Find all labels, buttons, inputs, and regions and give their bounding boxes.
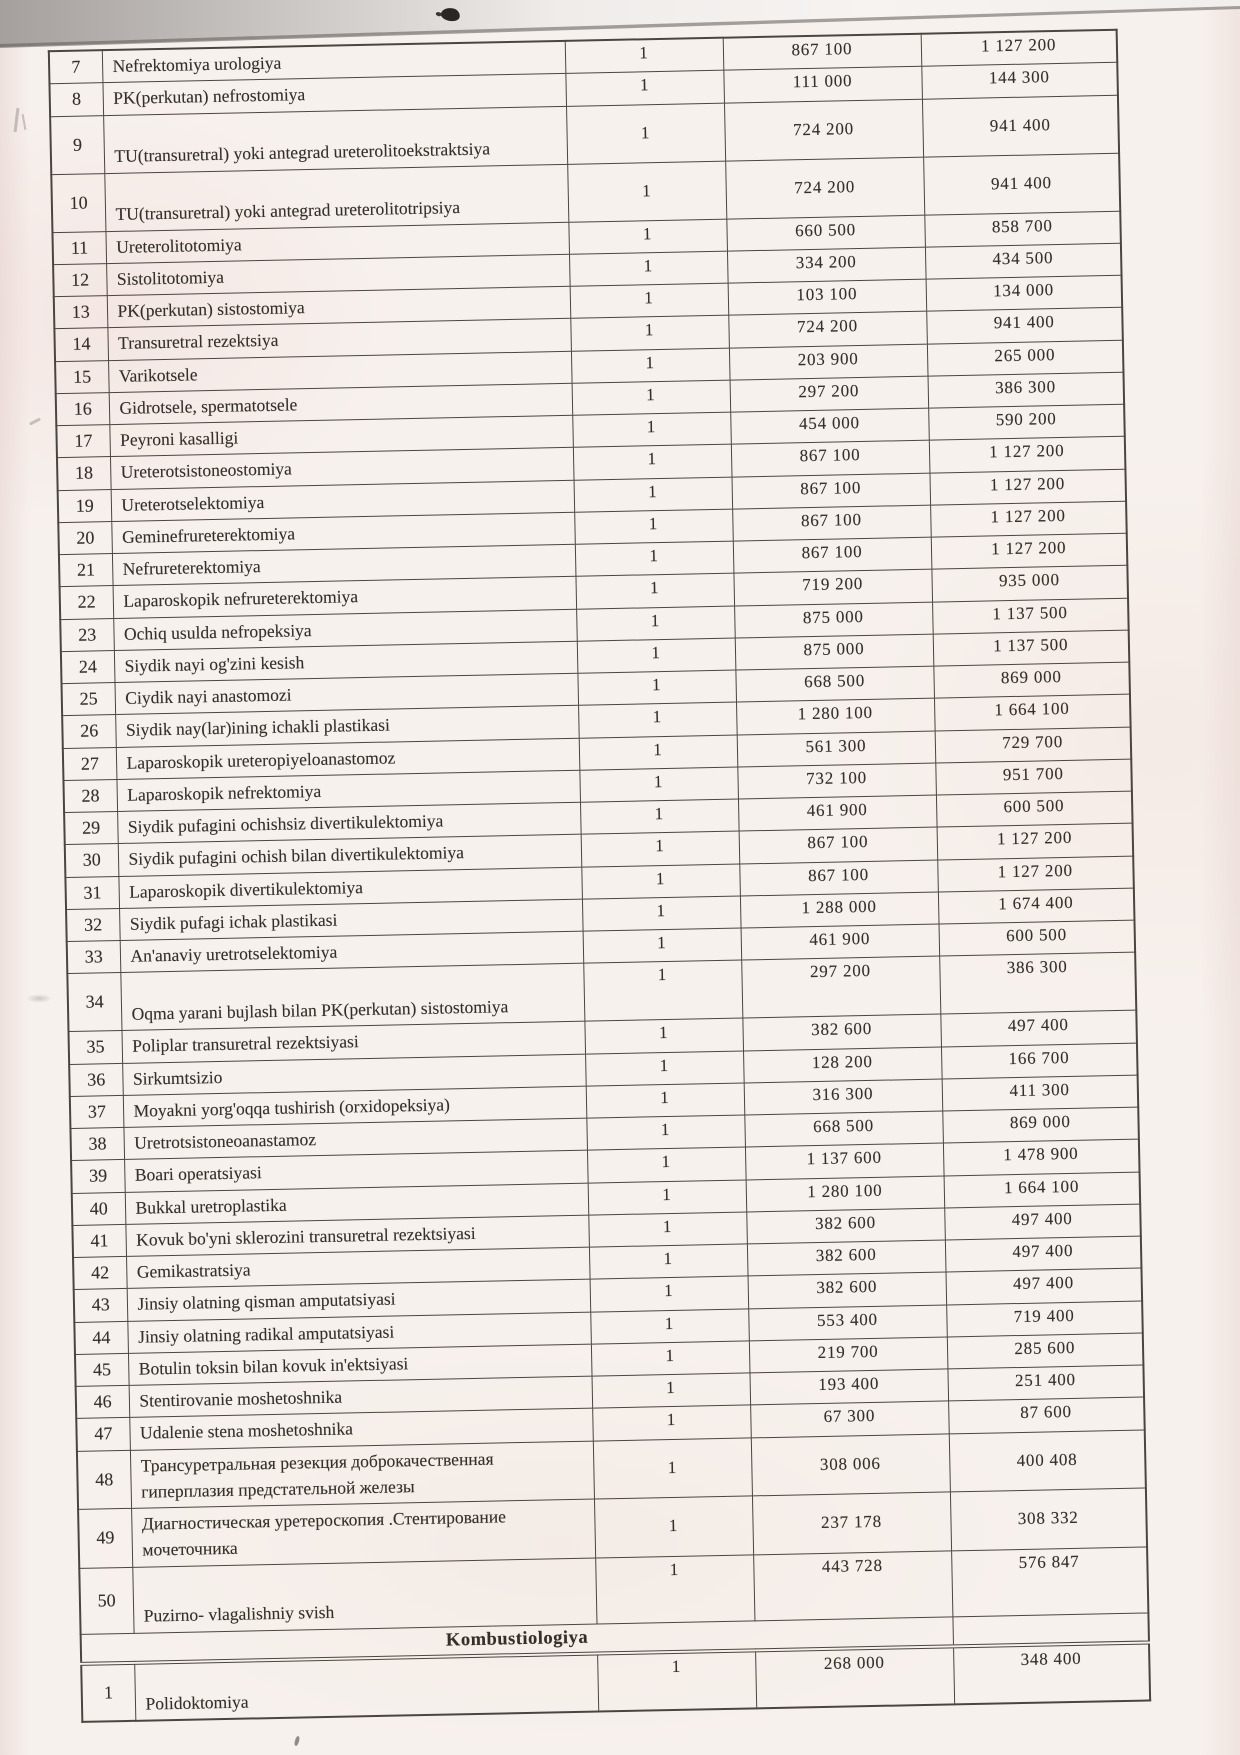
quantity-cell: 1 xyxy=(589,1244,748,1279)
quantity-cell: 1 xyxy=(586,1115,745,1150)
price-2-cell: 1 664 100 xyxy=(944,1172,1141,1208)
quantity-cell: 1 xyxy=(590,1276,749,1311)
row-number-cell: 25 xyxy=(62,683,116,716)
row-number-cell: 22 xyxy=(60,586,114,619)
procedure-name-cell: Laparoskopik divertikulektomiya xyxy=(118,867,582,909)
row-number-cell: 31 xyxy=(65,876,119,909)
quantity-cell: 1 xyxy=(581,864,740,899)
price-2-cell: 1 674 400 xyxy=(938,888,1135,924)
row-number-cell: 27 xyxy=(63,747,117,780)
procedure-name-cell: Oqma yarani bujlash bilan PK(perkutan) sistostomiya xyxy=(120,963,584,1030)
quantity-cell: 1 xyxy=(565,70,724,105)
row-number-cell: 45 xyxy=(75,1353,129,1386)
price-1-cell: 724 200 xyxy=(724,99,923,161)
row-number-cell: 32 xyxy=(66,908,120,941)
row-number-cell: 39 xyxy=(71,1160,125,1193)
quantity-cell: 1 xyxy=(581,831,740,866)
procedure-name-cell: Transuretral rezektsiya xyxy=(107,319,571,361)
procedure-name-cell: Gemikastratsiya xyxy=(126,1247,590,1289)
procedure-name-cell: Poliplar transuretral rezektsiyasi xyxy=(121,1021,585,1063)
price-1-cell: 867 100 xyxy=(732,505,931,541)
procedure-name-cell: Ureterotselektomiya xyxy=(111,480,575,522)
quantity-cell: 1 xyxy=(574,477,733,512)
price-1-cell: 867 100 xyxy=(731,473,930,509)
price-2-cell: 1 137 500 xyxy=(932,598,1129,634)
price-1-cell: 724 200 xyxy=(725,157,924,219)
quantity-cell: 1 xyxy=(566,103,725,164)
price-1-cell: 660 500 xyxy=(726,215,925,251)
procedure-name-cell: Трансуретральная резекция доброкачественная гиперплазия предстательной железы xyxy=(130,1441,594,1509)
quantity-cell: 1 xyxy=(574,509,733,544)
procedure-name-cell: Varikotsele xyxy=(108,351,572,393)
procedure-name-cell: Sirkumtsizio xyxy=(122,1054,586,1096)
row-number-cell: 13 xyxy=(54,296,108,329)
row-number-cell: 47 xyxy=(76,1418,130,1451)
row-number-cell: 7 xyxy=(49,50,103,84)
pencil-smudge xyxy=(26,994,52,1003)
price-table-body xyxy=(49,30,1150,1722)
price-1-cell: 334 200 xyxy=(727,247,926,283)
price-1-cell: 1 280 100 xyxy=(746,1175,945,1211)
row-number-cell: 23 xyxy=(60,618,114,651)
price-2-cell: 951 700 xyxy=(935,759,1132,795)
row-number-cell: 50 xyxy=(79,1567,133,1634)
row-number-cell: 18 xyxy=(57,457,111,490)
row-number-cell: 21 xyxy=(59,554,113,587)
price-2-cell: 869 000 xyxy=(933,662,1130,698)
procedure-name-cell: Jinsiy olatning radikal amputatsiyasi xyxy=(127,1312,591,1354)
procedure-name-cell: Laparoskopik ureteropiyeloanastomoz xyxy=(116,738,580,780)
price-1-cell: 308 006 xyxy=(751,1433,950,1495)
price-1-cell: 382 600 xyxy=(747,1240,946,1276)
procedure-name-cell: Siydik nay(lar)ining ichakli plastikasi xyxy=(115,705,579,747)
price-2-cell: 1 137 500 xyxy=(933,630,1130,666)
pencil-mark xyxy=(14,108,20,132)
price-1-cell: 867 100 xyxy=(739,860,938,896)
price-2-cell: 308 332 xyxy=(950,1488,1147,1550)
row-number-cell: 42 xyxy=(73,1256,127,1289)
row-number-cell: 44 xyxy=(74,1321,128,1354)
price-2-cell: 1 127 200 xyxy=(930,501,1127,537)
pencil-mark xyxy=(22,114,27,130)
price-2-cell: 251 400 xyxy=(947,1365,1144,1401)
procedure-name-cell: PK(perkutan) sistostomiya xyxy=(107,286,571,328)
procedure-name-cell: Stentirovanie moshetoshnika xyxy=(129,1376,593,1418)
procedure-name-cell: Polidoktomiya xyxy=(134,1654,598,1721)
quantity-cell: 1 xyxy=(571,348,730,383)
quantity-cell: 1 xyxy=(575,573,734,608)
price-2-cell: 265 000 xyxy=(927,340,1124,376)
row-number-cell: 10 xyxy=(51,173,105,232)
price-1-cell: 219 700 xyxy=(749,1337,948,1373)
quantity-cell: 1 xyxy=(577,638,736,673)
price-2-cell: 386 300 xyxy=(939,952,1136,1014)
price-1-cell: 103 100 xyxy=(728,279,927,315)
row-number-cell: 28 xyxy=(63,779,117,812)
procedure-name-cell: PK(perkutan) nefrostomiya xyxy=(102,74,566,116)
row-number-cell: 37 xyxy=(70,1095,124,1128)
procedure-name-cell: Ureterotsistoneostomiya xyxy=(110,448,574,490)
price-1-cell: 867 100 xyxy=(723,34,922,71)
price-2-cell: 134 000 xyxy=(926,275,1123,311)
quantity-cell: 1 xyxy=(572,380,731,415)
price-2-cell: 87 600 xyxy=(948,1397,1145,1433)
price-2-cell: 166 700 xyxy=(941,1043,1138,1079)
procedure-name-cell: Gidrotsele, spermatotsele xyxy=(109,383,573,425)
price-2-cell: 144 300 xyxy=(921,63,1118,99)
price-1-cell: 875 000 xyxy=(734,602,933,638)
quantity-cell: 1 xyxy=(588,1212,747,1247)
price-2-cell: 497 400 xyxy=(945,1236,1142,1272)
procedure-name-cell: Kovuk bo'yni sklerozini transuretral rezektsiyasi xyxy=(125,1215,589,1257)
price-1-cell: 461 900 xyxy=(738,795,937,831)
row-number-cell: 20 xyxy=(58,521,112,554)
procedure-name-cell: Peyroni kasalligi xyxy=(109,415,573,457)
price-2-cell: 348 400 xyxy=(953,1642,1150,1704)
row-number-cell: 49 xyxy=(78,1508,132,1568)
price-2-cell: 285 600 xyxy=(947,1333,1144,1369)
procedure-name-cell: Siydik nayi og'zini kesish xyxy=(114,641,578,683)
price-1-cell: 316 300 xyxy=(744,1079,943,1115)
price-1-cell: 668 500 xyxy=(744,1111,943,1147)
price-1-cell: 461 900 xyxy=(741,924,940,960)
quantity-cell: 1 xyxy=(575,541,734,576)
price-1-cell: 67 300 xyxy=(750,1401,949,1437)
procedure-name-cell: Ochiq usulda nefropeksiya xyxy=(113,609,577,651)
quantity-cell: 1 xyxy=(578,702,737,737)
row-number-cell: 29 xyxy=(64,812,118,845)
procedure-name-cell: Siydik pufagi ichak plastikasi xyxy=(119,899,583,941)
quantity-cell: 1 xyxy=(579,767,738,802)
empty-cell xyxy=(952,1612,1149,1646)
price-2-cell: 1 127 200 xyxy=(937,856,1134,892)
pencil-mark xyxy=(29,417,41,425)
quantity-cell: 1 xyxy=(587,1147,746,1182)
quantity-cell: 1 xyxy=(584,1018,743,1053)
procedure-name-cell: Uretrotsistoneoanastamoz xyxy=(123,1118,587,1160)
row-number-cell: 12 xyxy=(53,263,107,296)
price-2-cell: 400 408 xyxy=(949,1430,1146,1492)
procedure-name-cell: Boari operatsiyasi xyxy=(124,1150,588,1192)
price-2-cell: 1 664 100 xyxy=(934,694,1131,730)
price-1-cell: 382 600 xyxy=(746,1208,945,1244)
price-2-cell: 1 127 200 xyxy=(929,436,1126,472)
quantity-cell: 1 xyxy=(597,1650,756,1711)
price-1-cell: 111 000 xyxy=(723,66,922,102)
procedure-name-cell: Laparoskopik nefrureterektomiya xyxy=(113,577,577,619)
price-2-cell: 497 400 xyxy=(944,1204,1141,1240)
price-2-cell: 1 478 900 xyxy=(943,1139,1140,1175)
procedure-name-cell: TU(transuretral) yoki antegrad ureterolitoekstraktsiya xyxy=(103,106,567,173)
row-number-cell: 33 xyxy=(67,940,121,973)
quantity-cell: 1 xyxy=(585,1050,744,1085)
price-1-cell: 297 200 xyxy=(730,376,929,412)
price-1-cell: 297 200 xyxy=(741,956,940,1018)
row-number-cell: 9 xyxy=(50,115,104,174)
quantity-cell: 1 xyxy=(570,283,729,318)
quantity-cell: 1 xyxy=(573,444,732,479)
quantity-cell: 1 xyxy=(582,896,741,931)
price-1-cell: 719 200 xyxy=(733,569,932,605)
procedure-name-cell: An'anaviy uretrotselektomiya xyxy=(120,931,584,973)
procedure-name-cell: Ciydik nayi anastomozi xyxy=(115,673,579,715)
price-table xyxy=(48,29,1151,1723)
procedure-name-cell: Geminefrureterektomiya xyxy=(111,512,575,554)
price-1-cell: 867 100 xyxy=(731,440,930,476)
price-2-cell: 869 000 xyxy=(942,1107,1139,1143)
row-number-cell: 24 xyxy=(61,650,115,683)
price-table-container xyxy=(48,29,1151,1723)
price-2-cell: 1 127 200 xyxy=(937,823,1134,859)
quantity-cell: 1 xyxy=(580,799,739,834)
procedure-name-cell: Siydik pufagini ochish bilan divertikulektomiya xyxy=(118,834,582,876)
price-2-cell: 590 200 xyxy=(928,404,1125,440)
row-number-cell: 46 xyxy=(76,1385,130,1418)
procedure-name-cell: Puzirno- vlagalishniy svish xyxy=(132,1558,596,1633)
row-number-cell: 35 xyxy=(69,1031,123,1064)
price-1-cell: 553 400 xyxy=(748,1304,947,1340)
quantity-cell: 1 xyxy=(592,1373,751,1408)
price-1-cell: 867 100 xyxy=(739,827,938,863)
procedure-name-cell: TU(transuretral) yoki antegrad ureterolitotripsiya xyxy=(104,164,568,231)
section-header: Kombustiologiya xyxy=(81,1616,953,1663)
row-number-cell: 40 xyxy=(72,1192,126,1225)
procedure-name-cell: Jinsiy olatning qisman amputatsiyasi xyxy=(127,1279,591,1321)
quantity-cell: 1 xyxy=(594,1496,753,1558)
price-1-cell: 1 280 100 xyxy=(736,698,935,734)
procedure-name-cell: Nefrureterektomiya xyxy=(112,544,576,586)
quantity-cell: 1 xyxy=(572,412,731,447)
price-1-cell: 128 200 xyxy=(743,1047,942,1083)
price-1-cell: 875 000 xyxy=(735,634,934,670)
row-number-cell: 19 xyxy=(58,489,112,522)
price-1-cell: 193 400 xyxy=(749,1369,948,1405)
price-2-cell: 386 300 xyxy=(928,372,1125,408)
price-2-cell: 941 400 xyxy=(922,95,1119,157)
procedure-name-cell: Botulin toksin bilan kovuk in'ektsiyasi xyxy=(128,1344,592,1386)
price-2-cell: 1 127 200 xyxy=(931,533,1128,569)
row-number-cell: 16 xyxy=(56,392,110,425)
price-1-cell: 237 178 xyxy=(752,1492,951,1554)
price-2-cell: 497 400 xyxy=(946,1268,1143,1304)
quantity-cell: 1 xyxy=(588,1179,747,1214)
quantity-cell: 1 xyxy=(592,1405,751,1440)
quantity-cell: 1 xyxy=(591,1341,750,1376)
price-1-cell: 203 900 xyxy=(729,344,928,380)
price-2-cell: 411 300 xyxy=(942,1075,1139,1111)
row-number-cell: 30 xyxy=(65,844,119,877)
price-2-cell: 434 500 xyxy=(925,243,1122,279)
price-1-cell: 724 200 xyxy=(728,311,927,347)
quantity-cell: 1 xyxy=(565,38,724,74)
price-1-cell: 443 728 xyxy=(753,1550,952,1620)
price-1-cell: 668 500 xyxy=(735,666,934,702)
procedure-name-cell: Siydik pufagini ochishsiz divertikulektomiya xyxy=(117,802,581,844)
quantity-cell: 1 xyxy=(590,1308,749,1343)
row-number-cell: 34 xyxy=(67,973,121,1032)
quantity-cell: 1 xyxy=(576,606,735,641)
price-1-cell: 561 300 xyxy=(737,731,936,767)
quantity-cell: 1 xyxy=(583,928,742,963)
price-1-cell: 732 100 xyxy=(737,763,936,799)
price-2-cell: 600 500 xyxy=(939,920,1136,956)
procedure-name-cell: Nefrektomiya urologiya xyxy=(102,41,566,83)
row-number-cell: 17 xyxy=(56,425,110,458)
quantity-cell: 1 xyxy=(579,735,738,770)
procedure-name-cell: Udalenie stena moshetoshnika xyxy=(129,1408,593,1450)
quantity-cell: 1 xyxy=(595,1554,754,1623)
row-number-cell: 48 xyxy=(77,1450,131,1510)
row-number-cell: 14 xyxy=(54,328,108,361)
procedure-name-cell: Sistolitotomiya xyxy=(106,254,570,296)
row-number-cell: 26 xyxy=(62,715,116,748)
price-1-cell: 268 000 xyxy=(755,1646,954,1708)
price-1-cell: 867 100 xyxy=(733,537,932,573)
price-2-cell: 600 500 xyxy=(936,791,1133,827)
price-2-cell: 576 847 xyxy=(951,1546,1148,1616)
price-2-cell: 941 400 xyxy=(923,153,1120,215)
row-number-cell: 11 xyxy=(52,231,106,264)
procedure-name-cell: Laparoskopik nefrektomiya xyxy=(116,770,580,812)
price-1-cell: 382 600 xyxy=(742,1014,941,1050)
price-1-cell: 1 288 000 xyxy=(740,892,939,928)
price-2-cell: 858 700 xyxy=(924,211,1121,247)
quantity-cell: 1 xyxy=(583,960,742,1021)
price-1-cell: 454 000 xyxy=(730,408,929,444)
price-2-cell: 935 000 xyxy=(931,565,1128,601)
price-1-cell: 1 137 600 xyxy=(745,1143,944,1179)
price-2-cell: 497 400 xyxy=(940,1010,1137,1046)
pen-tick xyxy=(294,1736,301,1747)
row-number-cell: 38 xyxy=(70,1127,124,1160)
row-number-cell: 1 xyxy=(81,1663,135,1722)
price-1-cell: 382 600 xyxy=(748,1272,947,1308)
row-number-cell: 15 xyxy=(55,360,109,393)
row-number-cell: 41 xyxy=(72,1224,126,1257)
price-2-cell: 1 127 200 xyxy=(921,30,1118,67)
quantity-cell: 1 xyxy=(570,315,729,350)
price-2-cell: 1 127 200 xyxy=(929,469,1126,505)
procedure-name-cell: Ureterolitotomiya xyxy=(105,222,569,264)
price-2-cell: 941 400 xyxy=(926,307,1123,343)
procedure-name-cell: Bukkal uretroplastika xyxy=(125,1183,589,1225)
quantity-cell: 1 xyxy=(567,161,726,222)
price-2-cell: 729 700 xyxy=(935,727,1132,763)
quantity-cell: 1 xyxy=(593,1437,752,1499)
row-number-cell: 36 xyxy=(69,1063,123,1096)
procedure-name-cell: Moyakni yorg'oqqa tushirish (orxidopeksiya) xyxy=(123,1086,587,1128)
row-number-cell: 43 xyxy=(74,1289,128,1322)
quantity-cell: 1 xyxy=(577,670,736,705)
quantity-cell: 1 xyxy=(568,219,727,254)
quantity-cell: 1 xyxy=(586,1083,745,1118)
quantity-cell: 1 xyxy=(569,251,728,286)
row-number-cell: 8 xyxy=(49,83,103,116)
procedure-name-cell: Диагностическая уретероскопия .Стентирование мочеточника xyxy=(131,1499,595,1567)
price-2-cell: 719 400 xyxy=(946,1301,1143,1337)
